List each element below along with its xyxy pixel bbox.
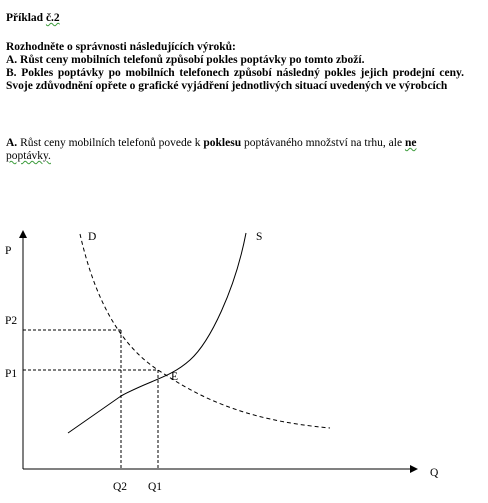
answer-text-1: Růst ceny mobilních telefonů povede k (17, 137, 204, 149)
statement-a: A. Růst ceny mobilních telefonů způsobí pokles poptávky po tomto zboží. (6, 54, 365, 66)
answer-underlined-end: poptávky. (6, 150, 51, 162)
supply-curve (68, 233, 246, 433)
quantity-label-q1: Q1 (148, 481, 163, 493)
quantity-axis-arrow (410, 465, 418, 473)
quantity-label-q2: Q2 (113, 481, 128, 493)
supply-label: S (256, 231, 263, 243)
y-axis-label: P (5, 245, 12, 257)
price-label-p1: P1 (5, 368, 18, 380)
answer-text-2: poptávaného množství na trhu, ale (241, 137, 405, 149)
intro-heading: Rozhodněte o správnosti následujících výroků: (6, 41, 236, 53)
title-prefix: Příklad (6, 12, 46, 24)
answer-letter: A. (6, 137, 18, 149)
price-label-p2: P2 (5, 315, 18, 327)
answer-bold-underlined: ne (404, 137, 417, 149)
answer-bold-word: poklesu (203, 137, 242, 149)
demand-label: D (88, 231, 97, 243)
x-axis-label: Q (430, 467, 439, 479)
equilibrium-label: E (171, 371, 179, 383)
title-number: č.2 (45, 12, 60, 24)
price-axis-arrow (19, 230, 27, 238)
statement-b: B. Pokles poptávky po mobilních telefonech způsobí následný pokles jejich prodejní ceny. Svoje zdůvodnění opřete o grafické vyjádření jednotlivých situací uvedených ve výrobcích (6, 67, 464, 92)
